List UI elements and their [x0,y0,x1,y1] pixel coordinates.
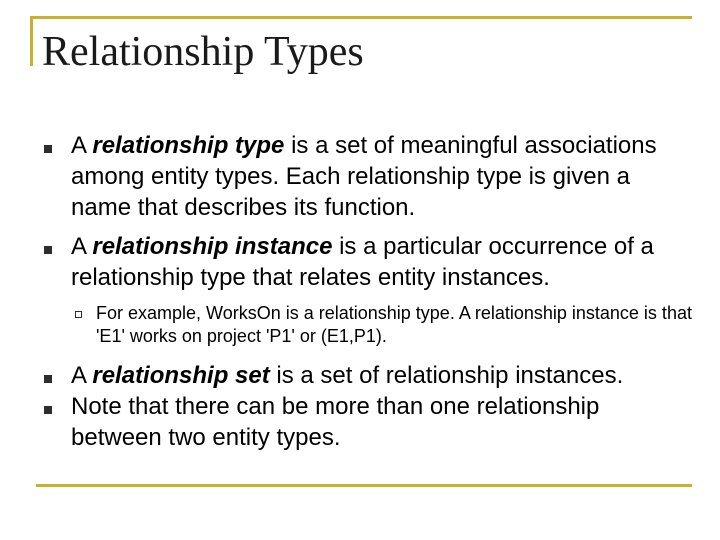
bullet-square-icon [44,145,52,153]
bullet-square-icon [44,406,52,414]
bullet-emphasis: relationship instance [92,233,333,260]
bullet-text: A [71,132,93,159]
bullet-multiple-relationships: Note that there can be more than one relationship between two entity types. [71,393,600,451]
sub-bullet-example: For example, WorksOn is a relationship type. A relationship instance is that 'E1' works on project 'P1' or (E1,P1). [96,303,692,346]
bullet-square-icon [44,375,52,383]
slide-title: Relationship Types [42,29,364,75]
sub-bullet-hollow-square-icon [75,311,82,318]
bullet-text: is a particular occurrence of a relationship type that relates entity instances. [71,233,654,291]
bullet-text: is a set of meaningful associations among entity types. Each relationship type is given a name that describes its function. [71,132,657,221]
bullet-relationship-set [71,360,691,391]
bullet-text: A [71,362,93,389]
bottom-rule [36,484,692,487]
bullet-relationship-type [71,130,691,223]
bullet-relationship-instance [71,231,691,293]
bullet-text: A [71,233,93,260]
bullet-emphasis: relationship type [92,132,285,159]
bullet-square-icon [44,246,52,254]
bullet-emphasis: relationship set [92,362,270,389]
bullet-text: is a set of relationship instances. [269,362,624,389]
